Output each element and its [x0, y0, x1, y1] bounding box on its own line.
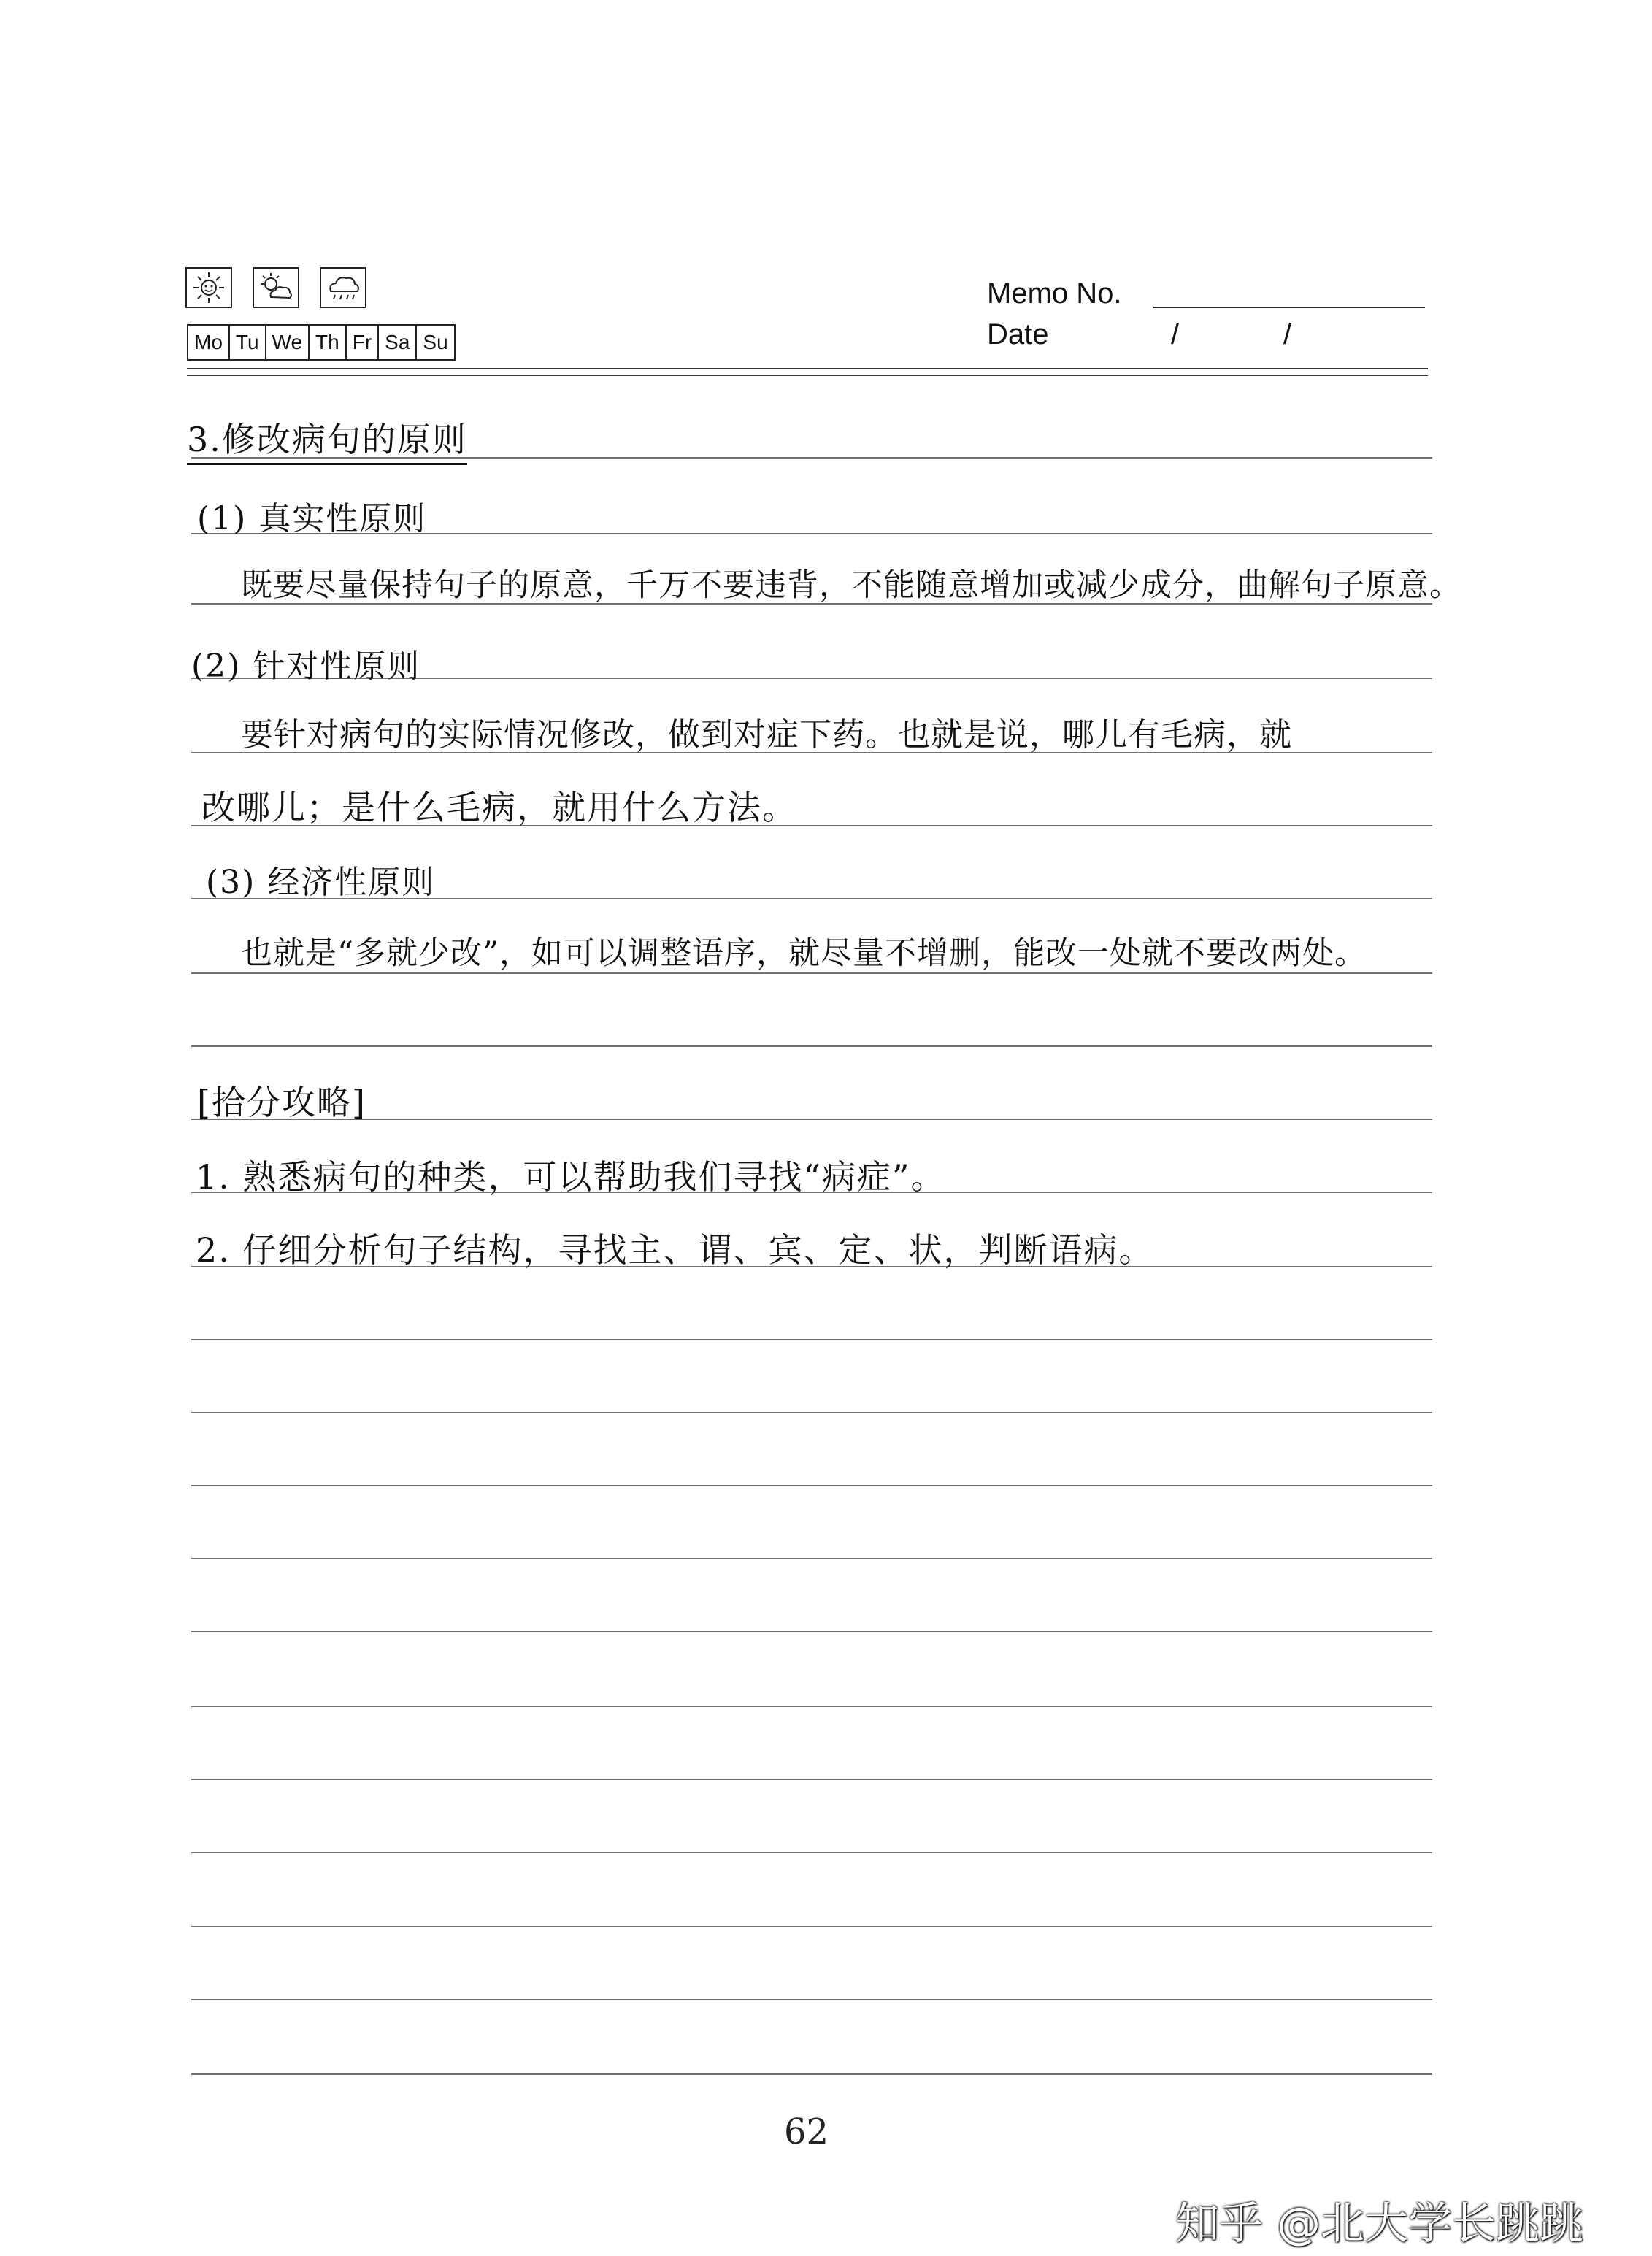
weekday-th: Th [310, 326, 347, 359]
date-separator-2: / [1283, 318, 1292, 350]
page-number: 62 [784, 2111, 829, 2152]
watermark: 知乎 @北大学长跳跳 [1175, 2198, 1584, 2249]
ruled-line [191, 1485, 1432, 1486]
principle-3-text: 也就是“多就少改”，如可以调整语序，就尽量不增删，能改一处就不要改两处。 [241, 935, 1367, 972]
section-title: 3.修改病句的原则 [187, 413, 467, 465]
ruled-line [191, 2073, 1432, 2075]
weekday-sa: Sa [379, 326, 417, 359]
weekday-tu: Tu [230, 326, 266, 359]
strategy-heading: [拾分攻略] [197, 1083, 366, 1122]
weekday-selector [187, 324, 456, 361]
ruled-line [191, 1706, 1432, 1707]
weekday-mo: Mo [188, 326, 230, 359]
ruled-line [191, 1852, 1432, 1853]
ruled-line [191, 1926, 1432, 1927]
memo-number-line [1153, 307, 1425, 308]
ruled-line [191, 1045, 1432, 1047]
principle-2-text-line-1: 要针对病句的实际情况修改，做到对症下药。也就是说，哪儿有毛病，就 [241, 716, 1292, 753]
ruled-line [191, 1631, 1432, 1632]
rain-cloud-icon [320, 267, 366, 308]
partly-cloudy-icon [253, 267, 299, 308]
weekday-we: We [266, 326, 310, 359]
principle-2-heading: (2) 针对性原则 [191, 648, 421, 685]
sun-icon [185, 267, 232, 308]
ruled-line [191, 1119, 1432, 1120]
strategy-item-2: 2. 仔细分析句子结构，寻找主、谓、宾、定、状，判断语病。 [196, 1230, 1154, 1270]
ruled-line [191, 1999, 1432, 2000]
weather-icon-row [185, 267, 366, 308]
ruled-line [191, 1779, 1432, 1780]
header-rule [187, 368, 1428, 369]
principle-1-heading: (1) 真实性原则 [197, 500, 427, 537]
ruled-line [191, 1558, 1432, 1559]
weekday-fr: Fr [347, 326, 379, 359]
principle-1-text: 既要尽量保持句子的原意，千万不要违背，不能随意增加或减少成分，曲解句子原意。 [241, 567, 1461, 604]
date-label: Date [987, 318, 1049, 350]
principle-2-text-line-2: 改哪儿；是什么毛病，就用什么方法。 [201, 788, 797, 827]
principle-3-heading: (3) 经济性原则 [206, 864, 436, 901]
weekday-su: Su [423, 331, 448, 353]
ruled-line [191, 1412, 1432, 1413]
header-rule [187, 375, 1428, 376]
strategy-item-1: 1. 熟悉病句的种类，可以帮助我们寻找“病症”。 [196, 1157, 946, 1197]
ruled-line [191, 1339, 1432, 1340]
date-separator-1: / [1171, 318, 1180, 350]
memo-label: Memo No. [987, 277, 1122, 310]
